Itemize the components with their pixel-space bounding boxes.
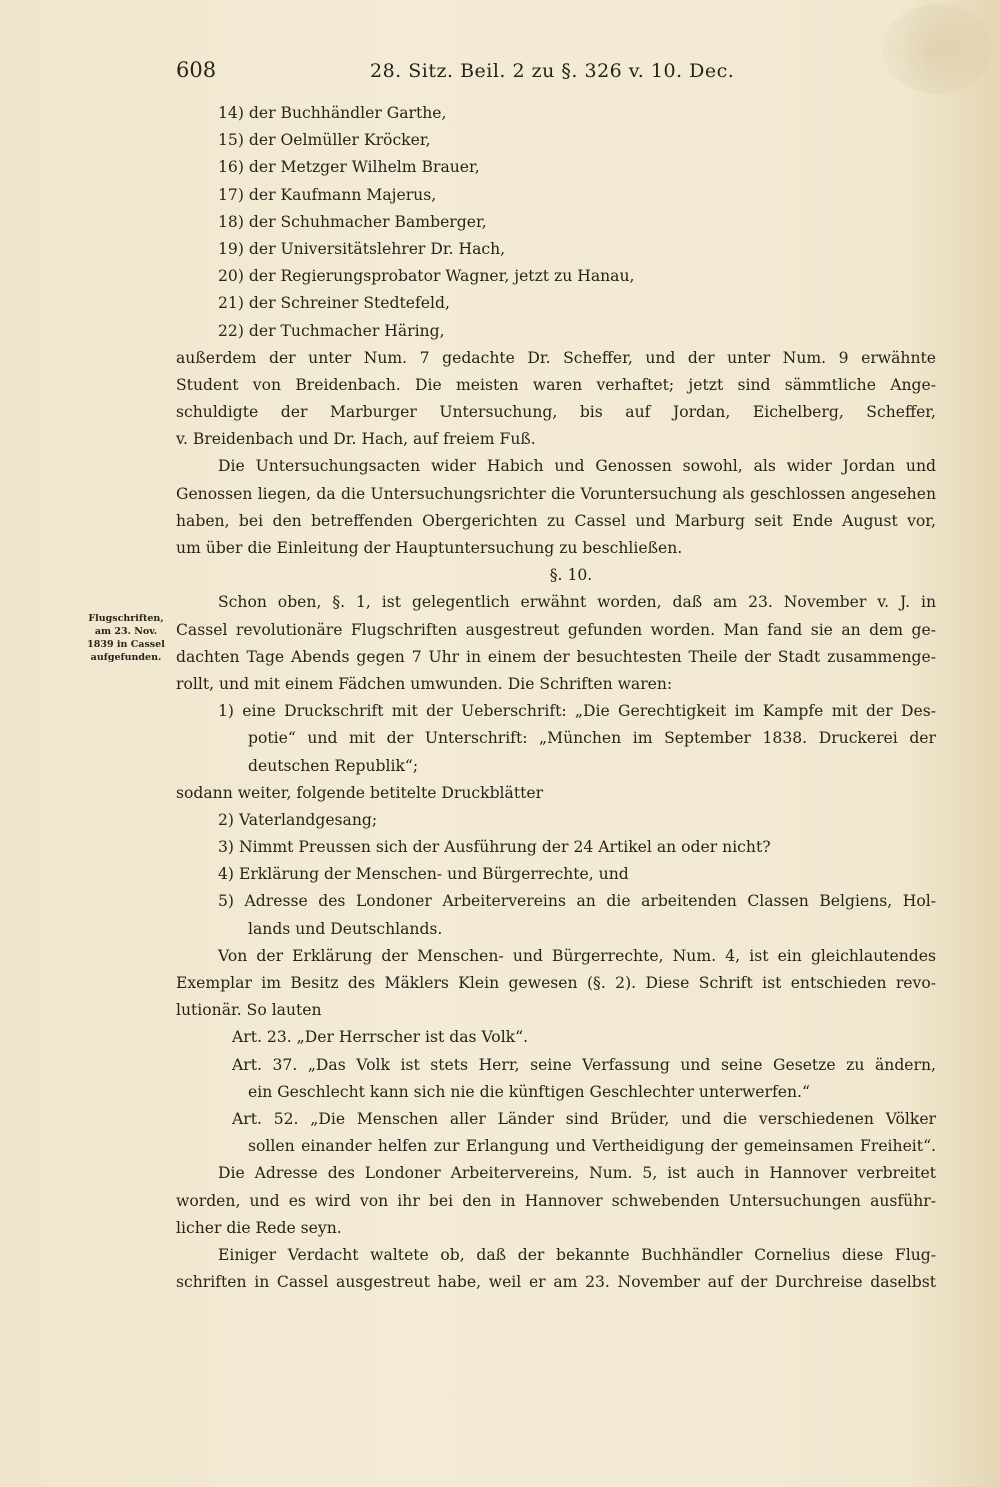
text-line: schriften in Cassel ausgestreut habe, weil er am 23. November auf der Durchreise daselbst [176,1273,936,1292]
text-line: Schon oben, §. 1, ist gelegentlich erwähnt worden, daß am 23. November v. J. in [218,593,936,612]
text-line: Genossen liegen, da die Untersuchungsrichter die Voruntersuchung als geschlossen angesehen [176,484,936,503]
text-line: haben, bei den betreffenden Obergerichten zu Cassel und Marburg seit Ende August vor, [176,511,936,530]
text-line: Die Adresse des Londoner Arbeitervereins, Num. 5, ist auch in Hannover verbreitet [218,1164,936,1183]
text-line: 16) der Metzger Wilhelm Brauer, [218,158,480,177]
margin-note-line: 1839 in Cassel [87,639,165,650]
text-line: 15) der Oelmüller Kröcker, [218,131,431,150]
text-line: 4) Erklärung der Menschen- und Bürgerrechte, und [218,865,629,884]
margin-note-line: am 23. Nov. [94,626,158,637]
text-line: 20) der Regierungsprobator Wagner, jetzt zu Hanau, [218,267,635,286]
text-line: Von der Erklärung der Menschen- und Bürgerrechte, Num. 4, ist ein gleichlautendes [218,946,936,965]
text-line: rollt, und mit einem Fädchen umwunden. Die Schriften waren: [176,674,673,693]
text-line: Student von Breidenbach. Die meisten waren verhaftet; jetzt sind sämmtliche Ange- [176,375,936,394]
running-title: 28. Sitz. Beil. 2 zu §. 326 v. 10. Dec. [370,60,735,82]
text-line: Art. 23. „Der Herrscher ist das Volk“. [232,1028,529,1047]
margin-note-line: aufgefunden. [90,652,162,663]
text-line: um über die Einleitung der Hauptuntersuchung zu beschließen. [176,539,683,557]
text-line: 22) der Tuchmacher Häring, [218,321,445,340]
text-line: Art. 37. „Das Volk ist stets Herr, seine Verfassung und seine Gesetze zu ändern, [232,1055,936,1074]
text-line: Die Untersuchungsacten wider Habich und Genossen sowohl, als wider Jordan und [218,457,936,476]
text-line: Art. 52. „Die Menschen aller Länder sind Brüder, und die verschiedenen Völker [232,1109,936,1128]
text-line: schuldigte der Marburger Untersuchung, bis auf Jordan, Eichelberg, Scheffer, [176,403,936,422]
text-line: 3) Nimmt Preussen sich der Ausführung der 24 Artikel an oder nicht? [218,838,771,857]
text-line: 21) der Schreiner Stedtefeld, [218,294,450,313]
text-line: ein Geschlecht kann sich nie die künftigen Geschlechter unterwerfen.“ [248,1082,810,1101]
text-line: 1) eine Druckschrift mit der Ueberschrift: „Die Gerechtigkeit im Kampfe mit der Des- [218,702,936,721]
text-line: 17) der Kaufmann Majerus, [218,185,437,204]
text-line: v. Breidenbach und Dr. Hach, auf freiem Fuß. [176,430,536,449]
text-line: 18) der Schuhmacher Bamberger, [218,212,487,231]
text-line: worden, und es wird von ihr bei den in Hannover schwebenden Untersuchungen ausführ- [176,1191,936,1210]
page-body [176,100,936,1296]
margin-note-line: Flugschriften, [88,613,164,624]
text-line: Exemplar im Besitz des Mäklers Klein gewesen (§. 2). Diese Schrift ist entschieden revo- [176,974,936,992]
text-line: dachten Tage Abends gegen 7 Uhr in einem der besuchtesten Theile der Stadt zusammenge- [176,647,936,666]
page-header [176,58,936,88]
text-line: sollen einander helfen zur Erlangung und Vertheidigung der gemeinsamen Freiheit“. [248,1137,936,1156]
text-line: außerdem der unter Num. 7 gedachte Dr. Scheffer, und der unter Num. 9 erwähnte [176,348,936,367]
text-line: lands und Deutschlands. [248,919,443,938]
text-line: lutionär. So lauten [176,1001,322,1020]
text-line: 5) Adresse des Londoner Arbeitervereins an die arbeitenden Classen Belgiens, Hol- [218,892,936,911]
page-number: 608 [176,58,217,82]
text-line: 2) Vaterlandgesang; [218,810,378,829]
text-line: licher die Rede seyn. [176,1218,342,1237]
text-line: Cassel revolutionäre Flugschriften ausgestreut gefunden worden. Man fand sie an dem ge- [176,620,936,639]
text-line: 19) der Universitätslehrer Dr. Hach, [218,239,506,258]
text-line: deutschen Republik“; [248,756,419,775]
text-line: Einiger Verdacht waltete ob, daß der bekannte Buchhändler Cornelius diese Flug- [218,1245,936,1264]
text-line: potie“ und mit der Unterschrift: „München im September 1838. Druckerei der [248,729,936,748]
margin-note [76,612,176,664]
text-line: 14) der Buchhändler Garthe, [218,104,447,122]
text-line: §. 10. [549,566,593,585]
text-line: sodann weiter, folgende betitelte Druckblätter [176,783,544,802]
